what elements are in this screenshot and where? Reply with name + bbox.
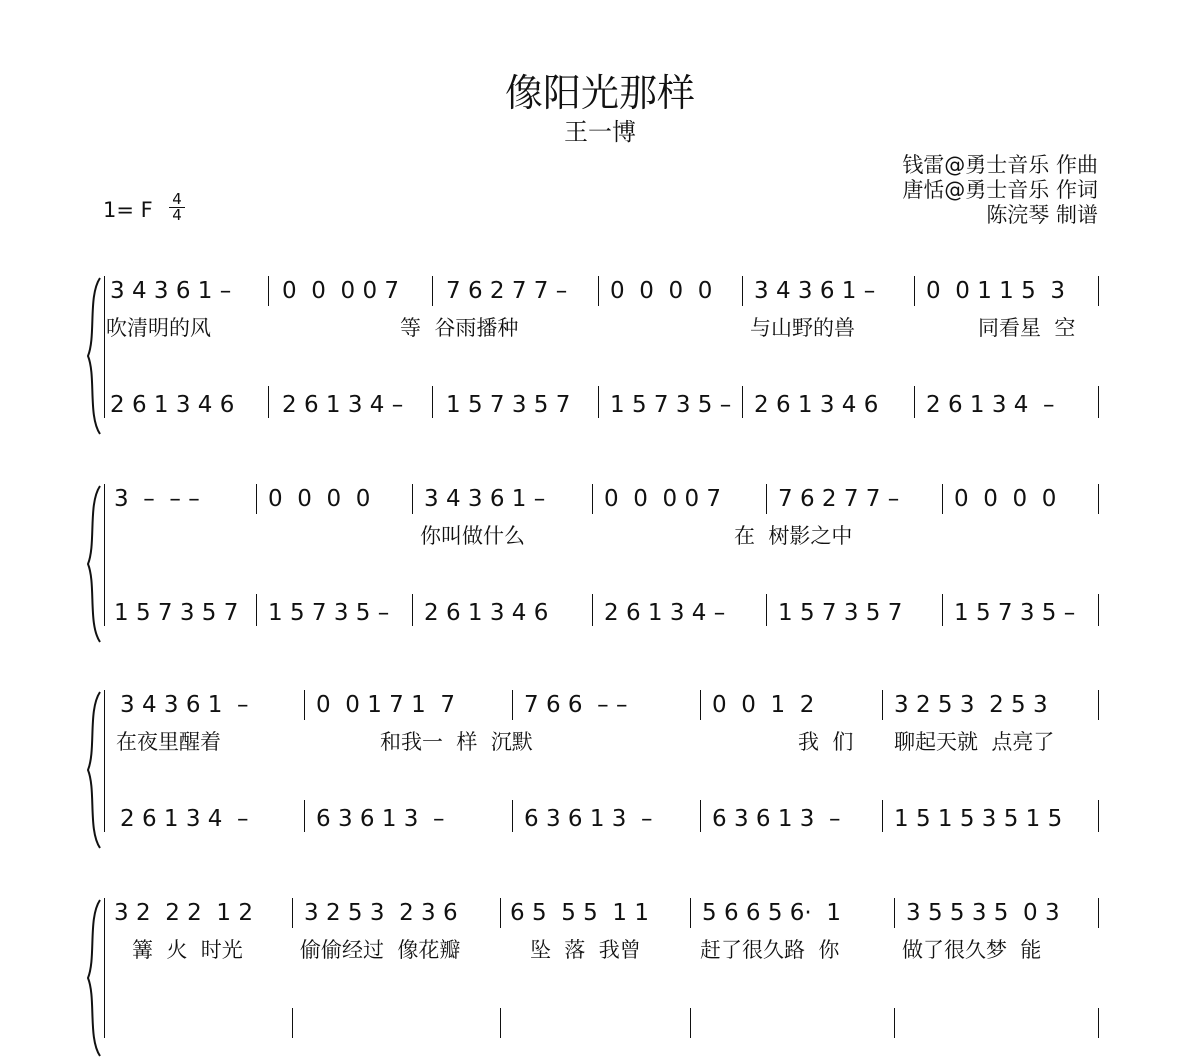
lyric-phrase: 篝 火 时光 — [132, 938, 243, 962]
upper-measure: 3 5 5 3 5 0 3 — [906, 900, 1060, 926]
upper-measure: 3 2 5 3 2 5 3 — [894, 692, 1048, 718]
time-signature-bottom: 4 — [172, 206, 182, 224]
upper-measure: 0 0 1 7 1 7 — [316, 692, 455, 718]
song-title: 像阳光那样 — [504, 71, 695, 115]
lower-measure: 1 5 7 3 5 – — [610, 392, 732, 418]
lower-measure: 2 6 1 3 4 – — [120, 806, 249, 832]
upper-measure: 0 0 0 0 — [610, 278, 713, 304]
upper-measure: 3 4 3 6 1 – — [120, 692, 249, 718]
lower-measure: 2 6 1 3 4 6 — [110, 392, 235, 418]
lyric-phrase: 同看星 空 — [978, 316, 1076, 340]
lower-measure: 6 3 6 1 3 – — [712, 806, 841, 832]
score-system-2 — [0, 470, 1200, 640]
score-system-1 — [0, 262, 1200, 432]
lower-measure: 2 6 1 3 4 6 — [424, 600, 549, 626]
lyric-phrase: 坠 落 我曾 — [530, 938, 641, 962]
lyric-phrase: 我 们 — [798, 730, 854, 754]
credits-block — [902, 153, 1098, 228]
lyric-phrase: 你叫做什么 — [420, 524, 525, 548]
lower-measure: 2 6 1 3 4 – — [282, 392, 404, 418]
upper-measure: 0 0 1 1 5 3 — [926, 278, 1065, 304]
system-brace — [86, 690, 102, 850]
upper-measure: 7 6 2 7 7 – — [446, 278, 568, 304]
lyric-phrase: 吹清明的风 — [106, 316, 211, 340]
upper-measure: 3 2 5 3 2 3 6 — [304, 900, 458, 926]
lower-measure: 1 5 7 3 5 7 — [778, 600, 903, 626]
lyric-phrase: 等 谷雨播种 — [400, 316, 519, 340]
upper-measure: 3 4 3 6 1 – — [110, 278, 232, 304]
upper-measure: 3 4 3 6 1 – — [424, 486, 546, 512]
upper-measure: 3 2 2 2 1 2 — [114, 900, 253, 926]
lower-measure: 2 6 1 3 4 – — [926, 392, 1055, 418]
lyric-phrase: 与山野的兽 — [750, 316, 855, 340]
upper-measure: 0 0 0 0 — [268, 486, 371, 512]
lyric-phrase: 在夜里醒着 — [116, 730, 221, 754]
upper-measure: 3 – – – — [114, 486, 200, 512]
lower-measure: 1 5 7 3 5 7 — [446, 392, 571, 418]
upper-measure: 6 5 5 5 1 1 — [510, 900, 649, 926]
upper-measure: 0 0 0 0 7 — [604, 486, 722, 512]
lyric-phrase: 赶了很久路 你 — [700, 938, 840, 962]
upper-measure: 0 0 1 2 — [712, 692, 815, 718]
lower-measure: 1 5 7 3 5 – — [954, 600, 1076, 626]
credit-transcriber: 陈浣琴 制谱 — [986, 203, 1098, 227]
lower-measure: 1 5 7 3 5 7 — [114, 600, 239, 626]
upper-measure: 5 6 6 5 6· 1 — [702, 900, 841, 926]
lower-measure: 1 5 1 5 3 5 1 5 — [894, 806, 1063, 832]
lyric-phrase: 在 树影之中 — [734, 524, 853, 548]
time-signature-top: 4 — [172, 190, 182, 208]
lyric-phrase: 做了很久梦 能 — [902, 938, 1042, 962]
lower-measure: 6 3 6 1 3 – — [524, 806, 653, 832]
lyric-phrase: 聊起天就 点亮了 — [894, 730, 1055, 754]
system-brace — [86, 276, 102, 436]
system-brace — [86, 484, 102, 644]
lyric-phrase: 和我一 样 沉默 — [380, 730, 533, 754]
system-brace — [86, 898, 102, 1058]
lower-measure: 1 5 7 3 5 – — [268, 600, 390, 626]
upper-measure: 7 6 2 7 7 – — [778, 486, 900, 512]
upper-measure: 3 4 3 6 1 – — [754, 278, 876, 304]
credit-lyricist: 唐恬@勇士音乐 作词 — [902, 178, 1098, 202]
lower-measure: 6 3 6 1 3 – — [316, 806, 445, 832]
key-signature: 1= F — [103, 198, 153, 222]
score-system-4 — [0, 884, 1200, 1018]
score-system-3 — [0, 676, 1200, 846]
lyric-phrase: 偷偷经过 像花瓣 — [300, 938, 461, 962]
credit-composer: 钱雷@勇士音乐 作曲 — [902, 153, 1098, 177]
upper-measure: 7 6 6 – – — [524, 692, 628, 718]
lower-measure: 2 6 1 3 4 6 — [754, 392, 879, 418]
upper-measure: 0 0 0 0 — [954, 486, 1057, 512]
upper-measure: 0 0 0 0 7 — [282, 278, 400, 304]
song-artist: 王一博 — [564, 118, 636, 146]
time-signature — [169, 192, 185, 223]
lower-measure: 2 6 1 3 4 – — [604, 600, 726, 626]
